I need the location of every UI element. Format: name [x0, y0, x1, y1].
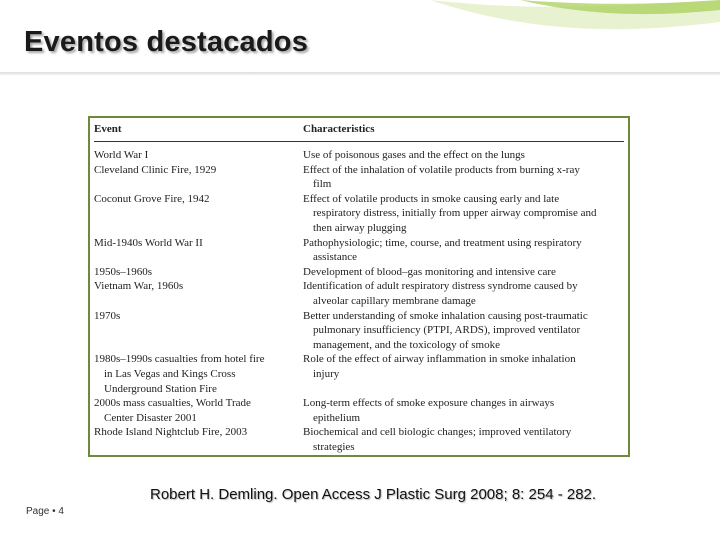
table-row — [90, 236, 628, 265]
characteristics-cell — [303, 352, 628, 396]
cell-line: 2000s mass casualties, World Trade — [94, 397, 251, 410]
event-cell — [90, 425, 303, 454]
cell-line: film — [313, 178, 332, 191]
cell-line: pulmonary insufficiency (PTPI, ARDS), improved ventilator — [313, 324, 581, 337]
citation-text: Robert H. Demling. Open Access J Plastic Surg 2008; 8: 254 - 282. — [150, 486, 597, 503]
characteristics-cell — [303, 425, 628, 454]
event-cell — [90, 148, 303, 163]
cell-line: management, and the toxicology of smoke — [313, 338, 500, 351]
table-row — [90, 265, 628, 280]
table-row — [90, 425, 628, 454]
cell-line: Development of blood–gas monitoring and intensive care — [303, 265, 556, 278]
characteristics-cell — [303, 148, 628, 163]
table-row — [90, 309, 628, 353]
header-divider — [0, 72, 720, 75]
cell-line: Mid-1940s World War II — [94, 236, 203, 249]
table-row — [90, 352, 628, 396]
cell-line: in Las Vegas and Kings Cross — [104, 367, 236, 380]
table-row — [90, 192, 628, 236]
characteristics-cell — [303, 396, 628, 425]
events-table — [88, 116, 630, 457]
cell-line: Center Disaster 2001 — [104, 411, 197, 424]
table-row — [90, 279, 628, 308]
characteristics-cell — [303, 279, 628, 308]
event-cell — [90, 236, 303, 265]
cell-line: 1970s — [94, 309, 121, 322]
characteristics-cell — [303, 192, 628, 236]
table-header-characteristics: Characteristics — [303, 123, 375, 135]
event-cell — [90, 352, 303, 396]
characteristics-cell — [303, 236, 628, 265]
cell-line: Identification of adult respiratory distress syndrome caused by — [303, 280, 578, 293]
cell-line: Role of the effect of airway inflammation in smoke inhalation — [303, 353, 576, 366]
characteristics-cell — [303, 265, 628, 280]
event-cell — [90, 309, 303, 353]
cell-line: respiratory distress, initially from upper airway compromise and — [313, 207, 597, 220]
cell-line: Effect of the inhalation of volatile products from burning x-ray — [303, 163, 580, 176]
cell-line: Coconut Grove Fire, 1942 — [94, 192, 210, 205]
cell-line: Vietnam War, 1960s — [94, 280, 184, 293]
cell-line: 1980s–1990s casualties from hotel fire — [94, 353, 265, 366]
event-cell — [90, 396, 303, 425]
cell-line: Underground Station Fire — [104, 382, 217, 395]
characteristics-cell — [303, 309, 628, 353]
cell-line: Use of poisonous gases and the effect on the lungs — [303, 149, 525, 161]
cell-line: Biochemical and cell biologic changes; improved ventilatory — [303, 426, 572, 439]
event-cell — [90, 279, 303, 308]
cell-line: then airway plugging — [313, 221, 407, 234]
table-row — [90, 148, 628, 163]
table-row — [90, 163, 628, 192]
cell-line: World War I — [94, 149, 149, 161]
cell-line: epithelium — [313, 411, 361, 424]
event-cell — [90, 192, 303, 236]
cell-line: Rhode Island Nightclub Fire, 2003 — [94, 426, 248, 439]
page-number: Page • 4 — [26, 506, 64, 517]
cell-line: Effect of volatile products in smoke causing early and late — [303, 192, 560, 205]
cell-line: 1950s–1960s — [94, 265, 153, 278]
cell-line: alveolar capillary membrane damage — [313, 294, 476, 307]
table-header-divider — [94, 141, 624, 142]
cell-line: strategies — [313, 440, 355, 453]
cell-line: Better understanding of smoke inhalation causing post-traumatic — [303, 309, 588, 322]
characteristics-cell — [303, 163, 628, 192]
table-body — [90, 148, 628, 454]
cell-line: Cleveland Clinic Fire, 1929 — [94, 163, 217, 176]
cell-line: Long-term effects of smoke exposure changes in airways — [303, 397, 555, 410]
event-cell — [90, 265, 303, 280]
table-header-event: Event — [94, 123, 122, 135]
event-cell — [90, 163, 303, 192]
slide-title: Eventos destacados — [24, 26, 309, 58]
table-row — [90, 396, 628, 425]
cell-line: Pathophysiologic; time, course, and treatment using respiratory — [303, 236, 582, 249]
cell-line: injury — [313, 367, 340, 380]
cell-line: assistance — [313, 251, 357, 264]
